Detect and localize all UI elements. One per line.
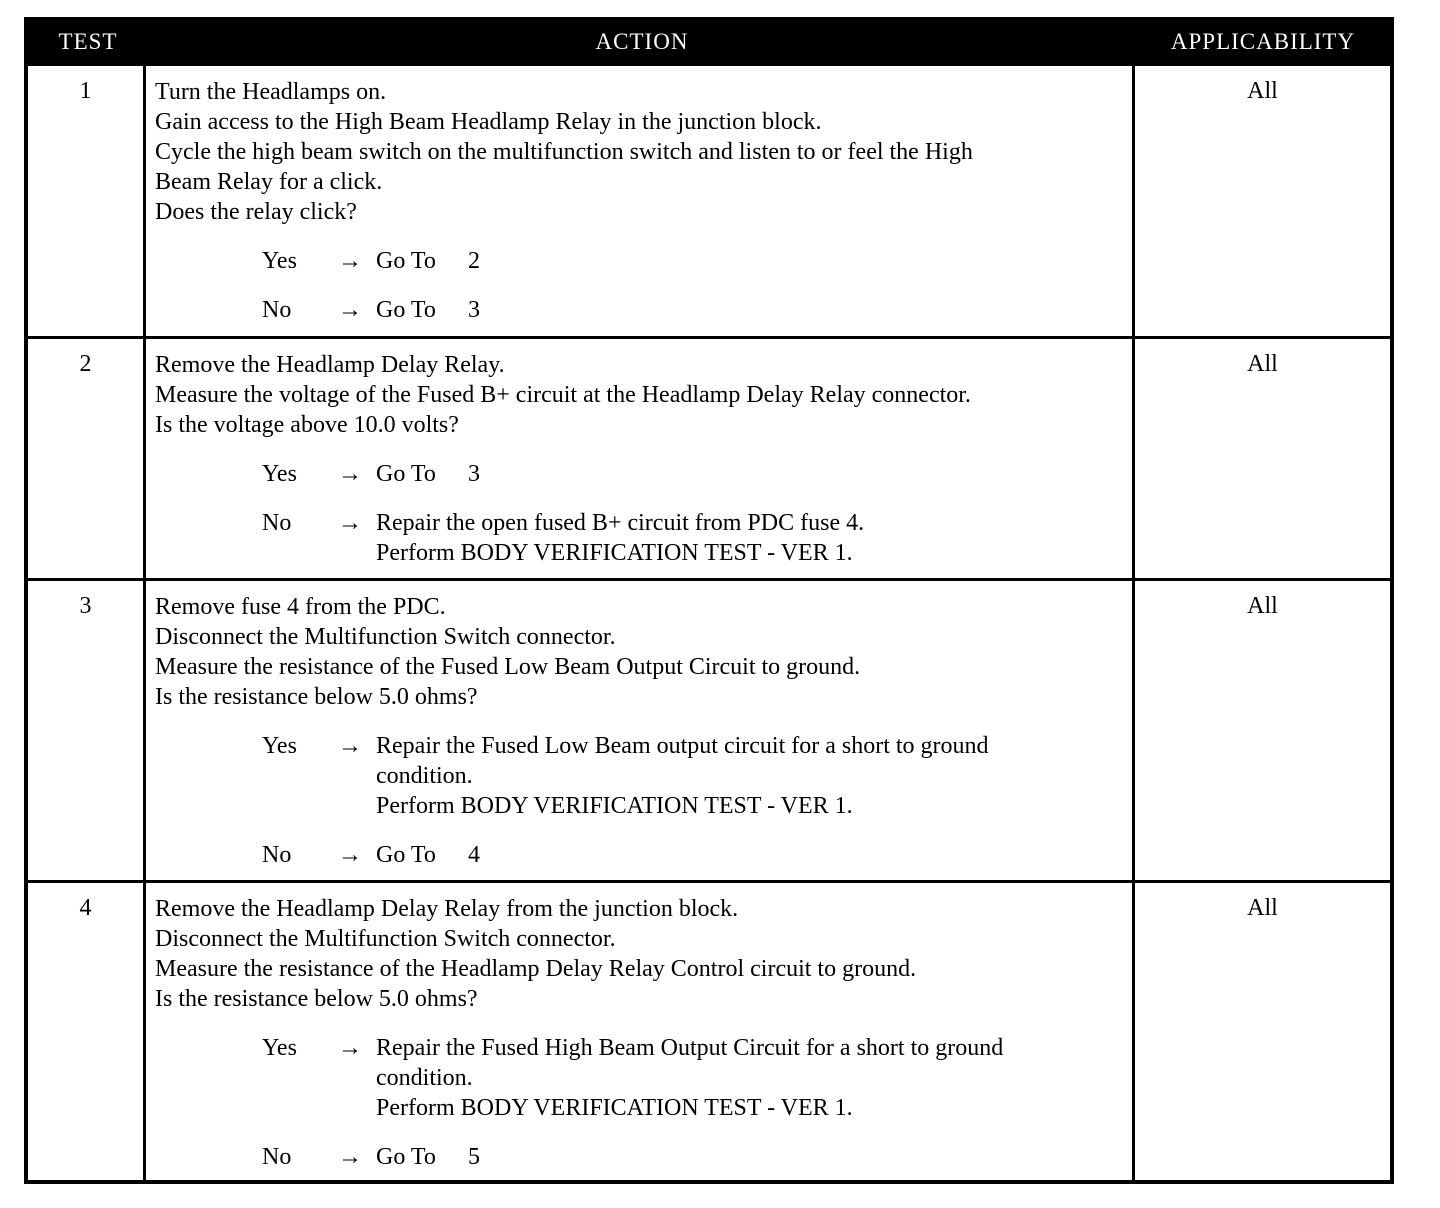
result-line: condition.	[376, 763, 473, 789]
yes-label: Yes	[262, 248, 297, 274]
no-result	[376, 295, 1132, 325]
action-line: Disconnect the Multifunction Switch connector.	[155, 624, 616, 650]
test-number: 2	[28, 339, 146, 578]
action-line: Measure the resistance of the Headlamp Delay Relay Control circuit to ground.	[155, 956, 917, 982]
table-row	[28, 578, 1390, 880]
table-row	[28, 880, 1390, 1180]
table-row	[28, 63, 1390, 336]
no-outcome	[155, 840, 1132, 870]
no-label: No	[262, 510, 292, 536]
test-number: 1	[28, 66, 146, 336]
no-result	[376, 508, 1132, 568]
arrow-icon: →	[338, 1035, 362, 1061]
action-line: Beam Relay for a click.	[155, 169, 383, 195]
action-line: Remove fuse 4 from the PDC.	[155, 594, 446, 620]
arrow-icon: →	[338, 733, 362, 759]
goto-number: 3	[468, 297, 480, 323]
yes-label: Yes	[262, 1035, 297, 1061]
result-line: Repair the open fused B+ circuit from PDC fuse 4.	[376, 510, 865, 536]
action-cell	[146, 339, 1135, 578]
table-header	[28, 21, 1390, 63]
result-line: Perform BODY VERIFICATION TEST - VER 1.	[376, 540, 853, 566]
arrow-icon: →	[338, 1144, 362, 1170]
applicability-value: All	[1247, 78, 1278, 104]
yes-result	[376, 246, 1132, 276]
no-label: No	[262, 297, 292, 323]
no-outcome	[155, 295, 1132, 325]
header-action: ACTION	[595, 29, 689, 54]
no-outcome	[155, 1142, 1132, 1172]
action-line: Turn the Headlamps on.	[155, 79, 387, 105]
yes-outcome	[155, 246, 1132, 276]
yes-result	[376, 731, 1132, 821]
action-line: Remove the Headlamp Delay Relay.	[155, 352, 505, 378]
result-line: Repair the Fused Low Beam output circuit for a short to ground	[376, 733, 989, 759]
goto-label: Go To	[376, 461, 436, 487]
yes-label: Yes	[262, 461, 297, 487]
arrow-icon: →	[338, 842, 362, 868]
action-line: Cycle the high beam switch on the multifunction switch and listen to or feel the High	[155, 139, 973, 165]
action-line: Remove the Headlamp Delay Relay from the junction block.	[155, 896, 739, 922]
applicability-value: All	[1247, 593, 1278, 619]
applicability-value: All	[1247, 895, 1278, 921]
goto-number: 4	[468, 842, 480, 868]
action-cell	[146, 581, 1135, 880]
action-line: Is the resistance below 5.0 ohms?	[155, 684, 478, 710]
goto-label: Go To	[376, 297, 436, 323]
no-result	[376, 1142, 1132, 1172]
arrow-icon: →	[338, 248, 362, 274]
arrow-icon: →	[338, 510, 362, 536]
arrow-icon: →	[338, 461, 362, 487]
goto-label: Go To	[376, 842, 436, 868]
action-line: Is the voltage above 10.0 volts?	[155, 412, 459, 438]
diagnostic-test-table	[24, 17, 1394, 1184]
goto-number: 5	[468, 1144, 480, 1170]
yes-label: Yes	[262, 733, 297, 759]
action-line: Measure the voltage of the Fused B+ circuit at the Headlamp Delay Relay connector.	[155, 382, 971, 408]
result-line: Perform BODY VERIFICATION TEST - VER 1.	[376, 793, 853, 819]
yes-outcome	[155, 731, 1132, 821]
header-applicability: APPLICABILITY	[1170, 29, 1356, 54]
test-number: 4	[28, 883, 146, 1180]
result-line: Perform BODY VERIFICATION TEST - VER 1.	[376, 1095, 853, 1121]
table-row	[28, 336, 1390, 578]
arrow-icon: →	[338, 297, 362, 323]
action-cell	[146, 66, 1135, 336]
action-line: Disconnect the Multifunction Switch connector.	[155, 926, 616, 952]
no-label: No	[262, 1144, 292, 1170]
test-number: 3	[28, 581, 146, 880]
action-line: Gain access to the High Beam Headlamp Relay in the junction block.	[155, 109, 822, 135]
yes-outcome	[155, 459, 1132, 489]
goto-label: Go To	[376, 1144, 436, 1170]
goto-number: 3	[468, 461, 480, 487]
no-result	[376, 840, 1132, 870]
no-label: No	[262, 842, 292, 868]
applicability-value: All	[1247, 351, 1278, 377]
action-line: Does the relay click?	[155, 199, 357, 225]
yes-outcome	[155, 1033, 1132, 1123]
action-cell	[146, 883, 1135, 1180]
action-line: Is the resistance below 5.0 ohms?	[155, 986, 478, 1012]
header-test: TEST	[58, 29, 118, 54]
result-line: condition.	[376, 1065, 473, 1091]
action-line: Measure the resistance of the Fused Low Beam Output Circuit to ground.	[155, 654, 861, 680]
yes-result	[376, 459, 1132, 489]
result-line: Repair the Fused High Beam Output Circuit for a short to ground	[376, 1035, 1004, 1061]
no-outcome	[155, 508, 1132, 568]
yes-result	[376, 1033, 1132, 1123]
goto-number: 2	[468, 248, 480, 274]
goto-label: Go To	[376, 248, 436, 274]
